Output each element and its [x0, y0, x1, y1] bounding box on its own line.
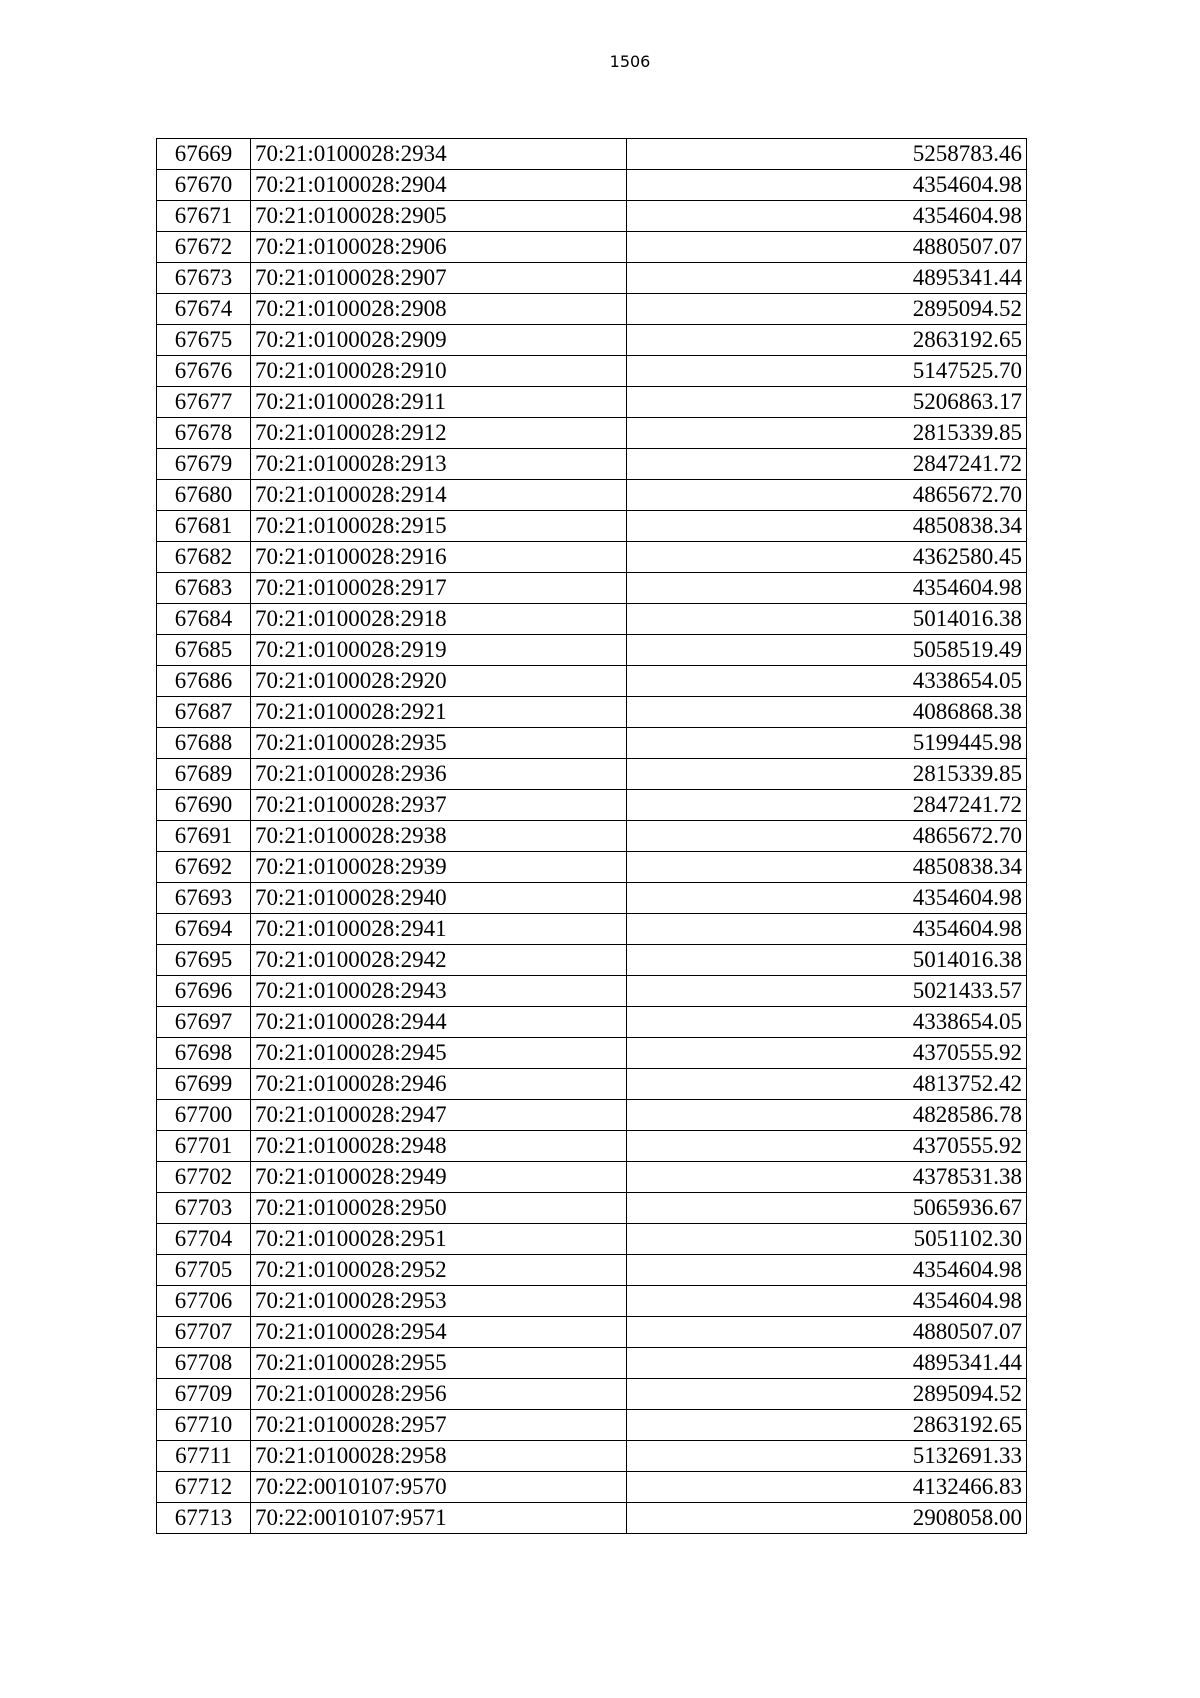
cadastral-number-cell: 70:21:0100028:2920	[251, 666, 627, 697]
row-number-cell: 67672	[157, 232, 251, 263]
cadastral-value-cell: 5199445.98	[627, 728, 1027, 759]
row-number-cell: 67676	[157, 356, 251, 387]
cadastral-value-cell: 2895094.52	[627, 294, 1027, 325]
cadastral-value-cell: 5206863.17	[627, 387, 1027, 418]
cadastral-value-cell: 5014016.38	[627, 604, 1027, 635]
row-number-cell: 67698	[157, 1038, 251, 1069]
cadastral-number-cell: 70:21:0100028:2957	[251, 1410, 627, 1441]
cadastral-value-cell: 4338654.05	[627, 666, 1027, 697]
row-number-cell: 67669	[157, 139, 251, 170]
cadastral-value-cell: 4132466.83	[627, 1472, 1027, 1503]
cadastral-number-cell: 70:21:0100028:2948	[251, 1131, 627, 1162]
row-number-cell: 67680	[157, 480, 251, 511]
table-row	[157, 1286, 1027, 1317]
cadastral-number-cell: 70:21:0100028:2958	[251, 1441, 627, 1472]
row-number-cell: 67710	[157, 1410, 251, 1441]
table-row	[157, 449, 1027, 480]
row-number-cell: 67675	[157, 325, 251, 356]
cadastral-value-cell: 4354604.98	[627, 914, 1027, 945]
table-row	[157, 387, 1027, 418]
cadastral-number-cell: 70:22:0010107:9571	[251, 1503, 627, 1534]
table-row	[157, 1100, 1027, 1131]
row-number-cell: 67689	[157, 759, 251, 790]
cadastral-value-cell: 2863192.65	[627, 1410, 1027, 1441]
cadastral-number-cell: 70:21:0100028:2919	[251, 635, 627, 666]
cadastral-number-cell: 70:21:0100028:2939	[251, 852, 627, 883]
cadastral-value-cell: 4338654.05	[627, 1007, 1027, 1038]
cadastral-value-cell: 4362580.45	[627, 542, 1027, 573]
cadastral-number-cell: 70:21:0100028:2945	[251, 1038, 627, 1069]
cadastral-number-cell: 70:21:0100028:2907	[251, 263, 627, 294]
cadastral-number-cell: 70:21:0100028:2917	[251, 573, 627, 604]
cadastral-value-cell: 4865672.70	[627, 821, 1027, 852]
cadastral-value-cell: 4370555.92	[627, 1131, 1027, 1162]
row-number-cell: 67705	[157, 1255, 251, 1286]
table-row	[157, 790, 1027, 821]
cadastral-number-cell: 70:21:0100028:2940	[251, 883, 627, 914]
cadastral-number-cell: 70:21:0100028:2916	[251, 542, 627, 573]
cadastral-value-cell: 4895341.44	[627, 263, 1027, 294]
table-row	[157, 201, 1027, 232]
cadastral-value-cell: 2815339.85	[627, 418, 1027, 449]
table-row	[157, 1007, 1027, 1038]
cadastral-number-cell: 70:21:0100028:2921	[251, 697, 627, 728]
cadastral-value-cell: 5058519.49	[627, 635, 1027, 666]
row-number-cell: 67696	[157, 976, 251, 1007]
cadastral-value-cell: 5147525.70	[627, 356, 1027, 387]
cadastral-number-cell: 70:21:0100028:2952	[251, 1255, 627, 1286]
table-row	[157, 728, 1027, 759]
row-number-cell: 67694	[157, 914, 251, 945]
row-number-cell: 67695	[157, 945, 251, 976]
row-number-cell: 67683	[157, 573, 251, 604]
table-row	[157, 1410, 1027, 1441]
cadastral-value-cell: 5132691.33	[627, 1441, 1027, 1472]
cadastral-value-cell: 4354604.98	[627, 201, 1027, 232]
cadastral-value-cell: 2863192.65	[627, 325, 1027, 356]
cadastral-value-cell: 4378531.38	[627, 1162, 1027, 1193]
row-number-cell: 67674	[157, 294, 251, 325]
cadastral-number-cell: 70:21:0100028:2950	[251, 1193, 627, 1224]
cadastral-value-cell: 4828586.78	[627, 1100, 1027, 1131]
row-number-cell: 67681	[157, 511, 251, 542]
row-number-cell: 67685	[157, 635, 251, 666]
row-number-cell: 67677	[157, 387, 251, 418]
cadastral-number-cell: 70:21:0100028:2904	[251, 170, 627, 201]
cadastral-number-cell: 70:21:0100028:2910	[251, 356, 627, 387]
row-number-cell: 67712	[157, 1472, 251, 1503]
row-number-cell: 67700	[157, 1100, 251, 1131]
cadastral-number-cell: 70:21:0100028:2956	[251, 1379, 627, 1410]
row-number-cell: 67692	[157, 852, 251, 883]
cadastral-value-table	[156, 138, 1027, 1534]
cadastral-number-cell: 70:21:0100028:2947	[251, 1100, 627, 1131]
cadastral-value-cell: 4850838.34	[627, 511, 1027, 542]
table-row	[157, 1317, 1027, 1348]
cadastral-number-cell: 70:22:0010107:9570	[251, 1472, 627, 1503]
cadastral-number-cell: 70:21:0100028:2915	[251, 511, 627, 542]
cadastral-number-cell: 70:21:0100028:2934	[251, 139, 627, 170]
table-row	[157, 325, 1027, 356]
table-row	[157, 852, 1027, 883]
row-number-cell: 67679	[157, 449, 251, 480]
table-row	[157, 573, 1027, 604]
table-row	[157, 759, 1027, 790]
table-row	[157, 1379, 1027, 1410]
row-number-cell: 67690	[157, 790, 251, 821]
table-row	[157, 542, 1027, 573]
cadastral-number-cell: 70:21:0100028:2951	[251, 1224, 627, 1255]
table-row	[157, 480, 1027, 511]
cadastral-value-cell: 2815339.85	[627, 759, 1027, 790]
cadastral-number-cell: 70:21:0100028:2911	[251, 387, 627, 418]
row-number-cell: 67687	[157, 697, 251, 728]
row-number-cell: 67713	[157, 1503, 251, 1534]
row-number-cell: 67707	[157, 1317, 251, 1348]
table-row	[157, 1503, 1027, 1534]
table-row	[157, 604, 1027, 635]
cadastral-value-cell: 5051102.30	[627, 1224, 1027, 1255]
row-number-cell: 67708	[157, 1348, 251, 1379]
cadastral-value-cell: 2847241.72	[627, 449, 1027, 480]
table-row	[157, 1224, 1027, 1255]
table-row	[157, 976, 1027, 1007]
table-row	[157, 139, 1027, 170]
cadastral-number-cell: 70:21:0100028:2909	[251, 325, 627, 356]
cadastral-value-cell: 4880507.07	[627, 1317, 1027, 1348]
table-row	[157, 666, 1027, 697]
table-row	[157, 1255, 1027, 1286]
cadastral-number-cell: 70:21:0100028:2935	[251, 728, 627, 759]
table-row	[157, 263, 1027, 294]
table-row	[157, 914, 1027, 945]
row-number-cell: 67682	[157, 542, 251, 573]
cadastral-value-cell: 4354604.98	[627, 1255, 1027, 1286]
row-number-cell: 67670	[157, 170, 251, 201]
row-number-cell: 67678	[157, 418, 251, 449]
row-number-cell: 67704	[157, 1224, 251, 1255]
table-row	[157, 1348, 1027, 1379]
table-row	[157, 883, 1027, 914]
table-row	[157, 945, 1027, 976]
row-number-cell: 67703	[157, 1193, 251, 1224]
table-row	[157, 821, 1027, 852]
row-number-cell: 67688	[157, 728, 251, 759]
table-row	[157, 1038, 1027, 1069]
cadastral-value-cell: 5014016.38	[627, 945, 1027, 976]
cadastral-value-cell: 4865672.70	[627, 480, 1027, 511]
table-body	[157, 139, 1027, 1534]
cadastral-value-cell: 4354604.98	[627, 1286, 1027, 1317]
cadastral-number-cell: 70:21:0100028:2944	[251, 1007, 627, 1038]
table-row	[157, 635, 1027, 666]
cadastral-number-cell: 70:21:0100028:2943	[251, 976, 627, 1007]
cadastral-number-cell: 70:21:0100028:2906	[251, 232, 627, 263]
table-row	[157, 418, 1027, 449]
table-row	[157, 511, 1027, 542]
row-number-cell: 67693	[157, 883, 251, 914]
cadastral-number-cell: 70:21:0100028:2955	[251, 1348, 627, 1379]
table-row	[157, 1131, 1027, 1162]
table-row	[157, 356, 1027, 387]
row-number-cell: 67706	[157, 1286, 251, 1317]
cadastral-value-cell: 2847241.72	[627, 790, 1027, 821]
cadastral-value-cell: 4813752.42	[627, 1069, 1027, 1100]
row-number-cell: 67699	[157, 1069, 251, 1100]
row-number-cell: 67686	[157, 666, 251, 697]
cadastral-value-cell: 4086868.38	[627, 697, 1027, 728]
cadastral-number-cell: 70:21:0100028:2941	[251, 914, 627, 945]
cadastral-value-cell: 2908058.00	[627, 1503, 1027, 1534]
row-number-cell: 67684	[157, 604, 251, 635]
cadastral-number-cell: 70:21:0100028:2953	[251, 1286, 627, 1317]
cadastral-value-cell: 4370555.92	[627, 1038, 1027, 1069]
cadastral-value-cell: 5258783.46	[627, 139, 1027, 170]
page-number: 1506	[609, 52, 651, 71]
table-row	[157, 1069, 1027, 1100]
row-number-cell: 67702	[157, 1162, 251, 1193]
cadastral-value-cell: 4880507.07	[627, 232, 1027, 263]
cadastral-value-cell: 4354604.98	[627, 170, 1027, 201]
cadastral-number-cell: 70:21:0100028:2949	[251, 1162, 627, 1193]
row-number-cell: 67691	[157, 821, 251, 852]
row-number-cell: 67673	[157, 263, 251, 294]
cadastral-number-cell: 70:21:0100028:2938	[251, 821, 627, 852]
table-row	[157, 1441, 1027, 1472]
cadastral-value-cell: 4354604.98	[627, 573, 1027, 604]
table-row	[157, 232, 1027, 263]
cadastral-number-cell: 70:21:0100028:2937	[251, 790, 627, 821]
table-row	[157, 697, 1027, 728]
cadastral-value-cell: 4850838.34	[627, 852, 1027, 883]
table-row	[157, 1162, 1027, 1193]
cadastral-number-cell: 70:21:0100028:2954	[251, 1317, 627, 1348]
cadastral-number-cell: 70:21:0100028:2942	[251, 945, 627, 976]
table-row	[157, 294, 1027, 325]
row-number-cell: 67709	[157, 1379, 251, 1410]
row-number-cell: 67701	[157, 1131, 251, 1162]
table-row	[157, 1472, 1027, 1503]
row-number-cell: 67711	[157, 1441, 251, 1472]
cadastral-number-cell: 70:21:0100028:2913	[251, 449, 627, 480]
cadastral-value-cell: 5065936.67	[627, 1193, 1027, 1224]
cadastral-value-cell: 5021433.57	[627, 976, 1027, 1007]
cadastral-number-cell: 70:21:0100028:2914	[251, 480, 627, 511]
row-number-cell: 67671	[157, 201, 251, 232]
cadastral-number-cell: 70:21:0100028:2918	[251, 604, 627, 635]
row-number-cell: 67697	[157, 1007, 251, 1038]
cadastral-number-cell: 70:21:0100028:2905	[251, 201, 627, 232]
cadastral-value-cell: 2895094.52	[627, 1379, 1027, 1410]
table-row	[157, 170, 1027, 201]
table-row	[157, 1193, 1027, 1224]
cadastral-number-cell: 70:21:0100028:2936	[251, 759, 627, 790]
cadastral-number-cell: 70:21:0100028:2946	[251, 1069, 627, 1100]
cadastral-number-cell: 70:21:0100028:2908	[251, 294, 627, 325]
cadastral-value-cell: 4895341.44	[627, 1348, 1027, 1379]
cadastral-number-cell: 70:21:0100028:2912	[251, 418, 627, 449]
cadastral-value-cell: 4354604.98	[627, 883, 1027, 914]
